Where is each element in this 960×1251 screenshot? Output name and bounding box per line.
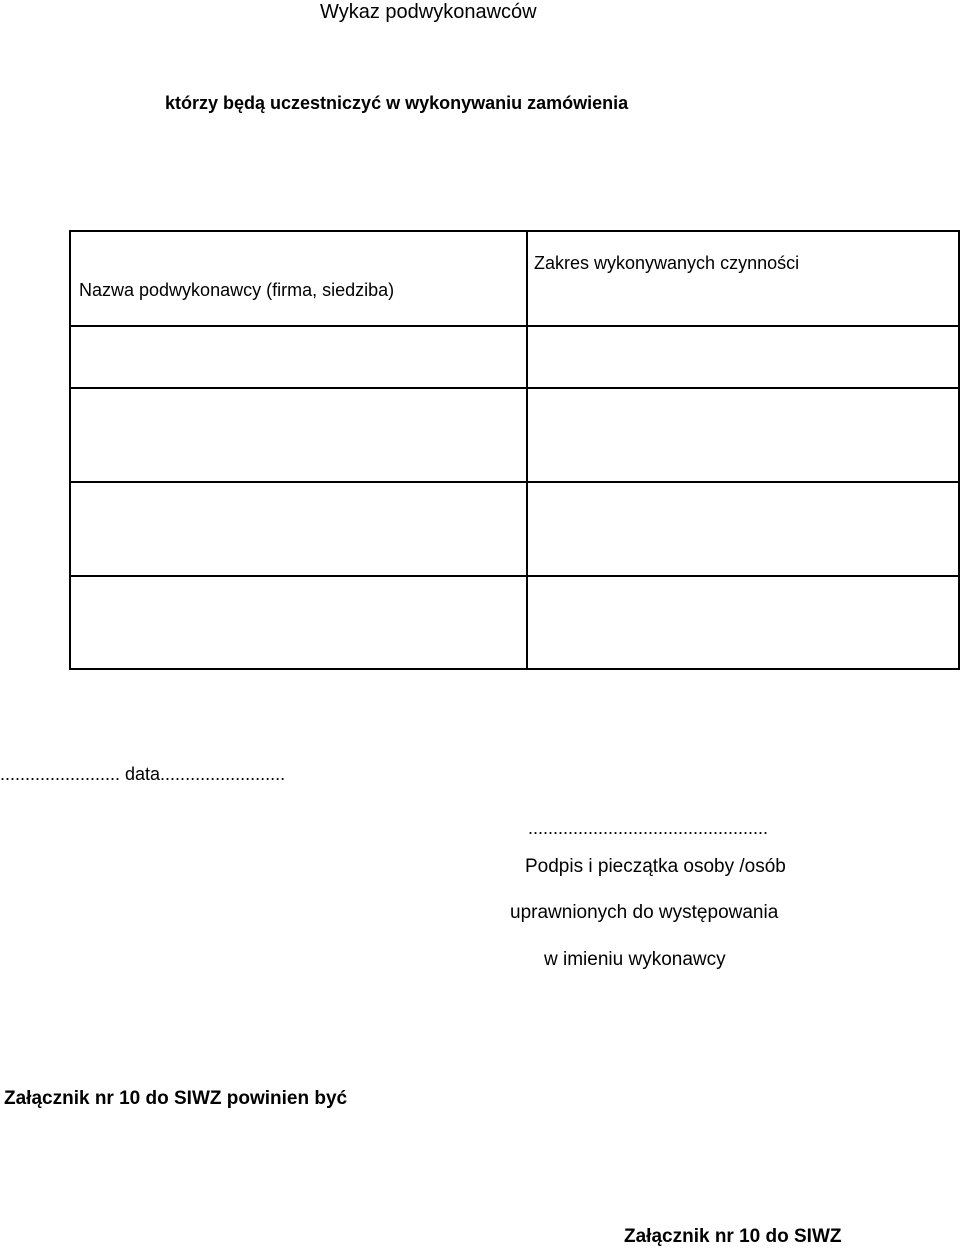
table-cell-scope-of-work[interactable] [527,388,959,482]
table-cell-scope-of-work[interactable] [527,576,959,669]
table-cell-subcontractor-name[interactable] [70,326,527,388]
table-cell-subcontractor-name[interactable] [70,576,527,669]
signature-dots: ................................................ [528,818,769,838]
signature-caption-line3: w imieniu wykonawcy [544,949,726,970]
subcontractors-table [69,230,960,670]
signature-caption-line1: Podpis i pieczątka osoby /osób [525,856,786,877]
table-cell-scope-of-work[interactable] [527,326,959,388]
header-label-subcontractor-name: Nazwa podwykonawcy (firma, siedziba) [79,280,395,300]
table-row [70,576,959,669]
footnote: Załącznik nr 10 do SIWZ powinien być [4,1088,348,1109]
document-title: Wykaz podwykonawców [320,1,537,23]
subcontractors-table-container [69,230,958,668]
table-row [70,388,959,482]
document-subtitle: którzy będą uczestniczyć w wykonywaniu zamówienia [165,93,629,113]
table-cell-subcontractor-name[interactable] [70,482,527,576]
header-cell-scope-of-work [527,231,959,326]
date-line: ........................ data......................... [0,764,286,784]
table-row [70,326,959,388]
signature-caption-line2: uprawnionych do występowania [510,902,779,923]
annex-label: Załącznik nr 10 do SIWZ [624,1226,842,1247]
table-row [70,482,959,576]
table-cell-subcontractor-name[interactable] [70,388,527,482]
header-label-scope-of-work: Zakres wykonywanych czynności [534,253,800,273]
table-cell-scope-of-work[interactable] [527,482,959,576]
header-cell-subcontractor-name [70,231,527,326]
table-header-row [70,231,959,326]
